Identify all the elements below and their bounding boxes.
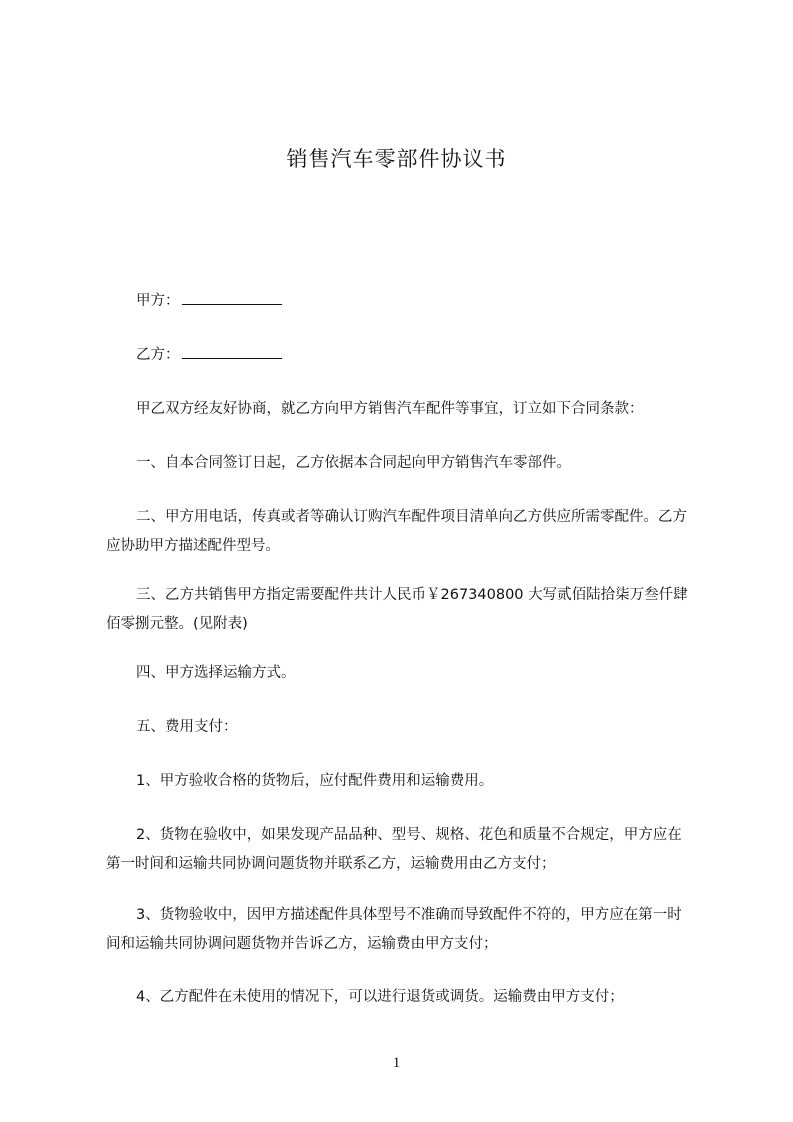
party-b-label: 乙方： (136, 347, 180, 363)
party-b-line (106, 341, 696, 370)
clause-5-item-2: 2、货物在验收中，如果发现产品品种、型号、规格、花色和质量不合规定，甲方应在第一时间和运输共同协调问题货物并联系乙方，运输费用由乙方支付； (106, 827, 682, 872)
page-number: 1 (392, 1055, 401, 1071)
clause-5: 五、费用支付： (136, 719, 238, 735)
party-a-label: 甲方： (136, 293, 180, 309)
clause-5-item-3: 3、货物验收中，因甲方描述配件具体型号不准确而导致配件不符的，甲方应在第一时间和运输共同协调问题货物并告诉乙方，运输费由甲方支付； (106, 907, 682, 952)
clause-3: 三、乙方共销售甲方指定需要配件共计人民币￥267340800 大写贰佰陆拾柒万叁仟肆佰零捌元整。(见附表) (106, 587, 688, 632)
clause-4: 四、甲方选择运输方式。 (136, 665, 296, 681)
clause-5-item-4: 4、乙方配件在未使用的情况下，可以进行退货或调货。运输费由甲方支付； (136, 989, 624, 1005)
document-title: 销售汽车零部件协议书 (286, 147, 507, 171)
paragraph-intro: 甲乙双方经友好协商，就乙方向甲方销售汽车配件等事宜，订立如下合同条款： (136, 401, 644, 417)
clause-1: 一、自本合同签订日起，乙方依据本合同起向甲方销售汽车零部件。 (136, 455, 571, 471)
party-a-line (106, 287, 696, 316)
clause-5-item-1: 1、甲方验收合格的货物后，应付配件费用和运输费用。 (136, 773, 494, 789)
party-b-blank (182, 344, 282, 359)
clause-2: 二、甲方用电话，传真或者等确认订购汽车配件项目清单向乙方供应所需零配件。乙方应协助甲方描述配件型号。 (106, 509, 687, 554)
party-a-blank (182, 290, 282, 305)
